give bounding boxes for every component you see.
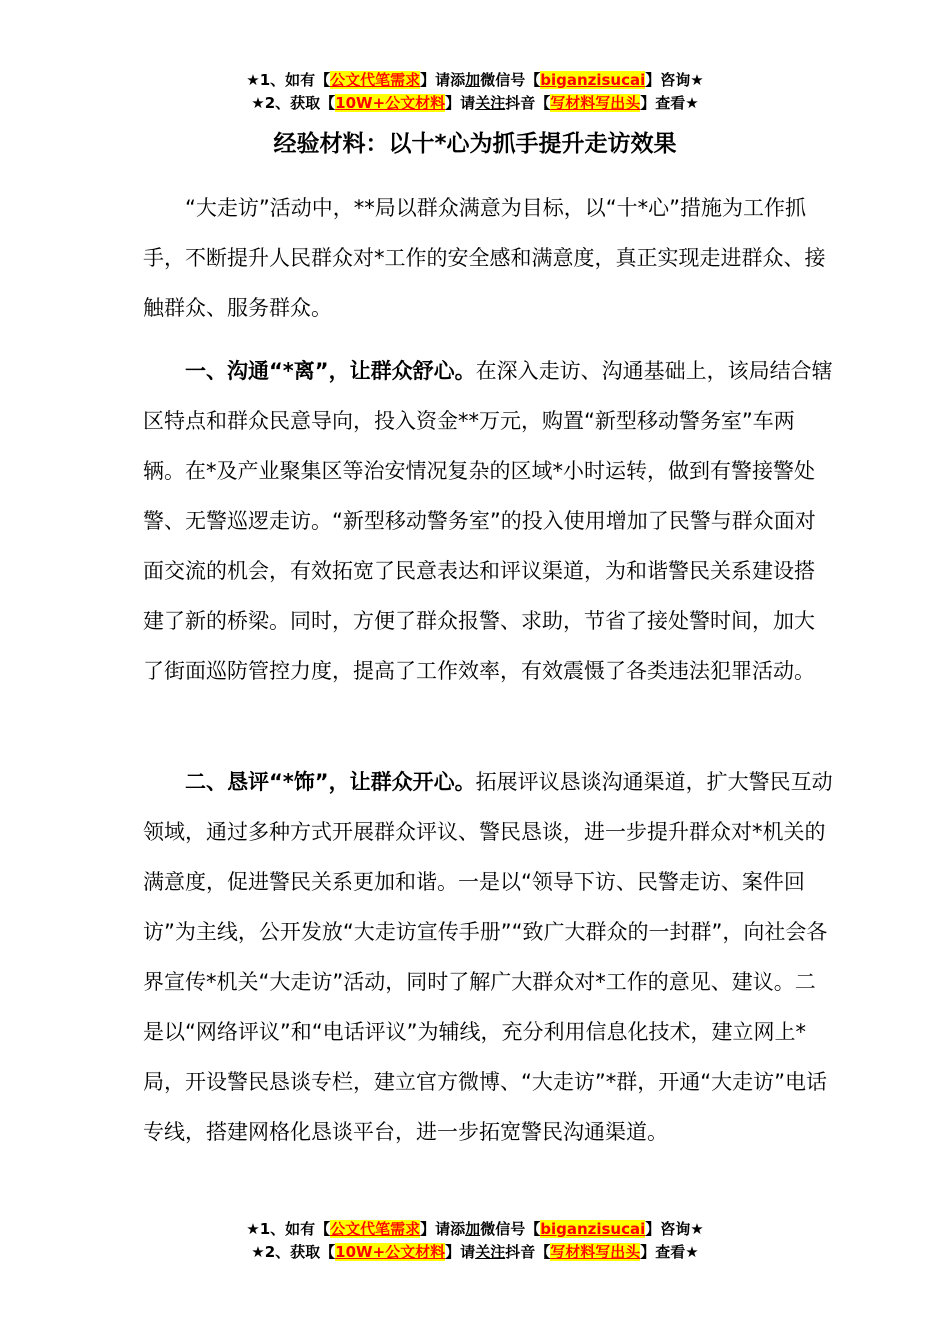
promo-text: 】请 xyxy=(445,94,476,112)
star-icon: ★ xyxy=(690,71,704,89)
promo-line-2 xyxy=(0,1241,950,1264)
promo-text: 抖音【 xyxy=(505,94,551,112)
section-heading: 二、恳评“*饰”，让群众开心。 xyxy=(185,770,476,794)
promo-text: 】请添 xyxy=(420,71,466,89)
promo-text: 】查看 xyxy=(640,94,686,112)
promo-text: 】查看 xyxy=(640,1243,686,1261)
paragraph-text: 拓展评议恳谈沟通渠道，扩大警民互动领域，通过多种方式开展群众评议、警民恳谈，进一步提升群众对*机关的满意度，促进警民关系更加和谐。一是以“领导下访、民警走访、案件回访”为主线，公开发放“大走访宣传手册”“致广大群众的一封群”，向社会各界宣传*机关“大走访”活动，同时了解广大群众对*工作的意见、建议。二是以“网络评议”和“电话评议”为辅线，充分利用信息化技术，建立网上*局，开设警民恳谈专栏，建立官方微博、“大走访”*群，开通“大走访”电话专线，搭建网格化恳谈平台，进一步拓宽警民沟通渠道。 xyxy=(143,770,833,1144)
promo-text: 2、获取【 xyxy=(264,1243,336,1261)
promo-text: 1、如有【 xyxy=(259,71,331,89)
douyin-id-highlight: 写材料写出头 xyxy=(550,94,641,112)
promo-underlined-text: 关注 xyxy=(475,94,506,112)
star-icon: ★ xyxy=(251,94,265,112)
wechat-id-highlight: biganzisucai xyxy=(540,71,646,89)
promo-highlight: 公文代笔需求 xyxy=(330,1220,421,1238)
section-heading: 一、沟通“*离”，让群众舒心。 xyxy=(185,359,476,383)
promo-banner-bottom xyxy=(0,1218,950,1264)
promo-text: 1、如有【 xyxy=(259,1220,331,1238)
star-icon: ★ xyxy=(690,1220,704,1238)
promo-text: 】咨询 xyxy=(645,1220,691,1238)
promo-text: 】请添 xyxy=(420,1220,466,1238)
douyin-id-highlight: 写材料写出头 xyxy=(550,1243,641,1261)
wechat-id-highlight: biganzisucai xyxy=(540,1220,646,1238)
promo-underlined-text: 加 xyxy=(465,1220,481,1238)
promo-banner-top xyxy=(0,69,950,115)
promo-text: 2、获取【 xyxy=(264,94,336,112)
star-icon: ★ xyxy=(246,71,260,89)
paragraph-section-2 xyxy=(143,757,833,1157)
promo-line-1 xyxy=(0,1218,950,1241)
promo-text: 】咨询 xyxy=(645,71,691,89)
paragraph-text: “大走访”活动中，**局以群众满意为目标，以“十*心”措施为工作抓手，不断提升人民群众对*工作的安全感和满意度，真正实现走进群众、接触群众、服务群众。 xyxy=(143,196,826,320)
promo-line-1 xyxy=(0,69,950,92)
star-icon: ★ xyxy=(246,1220,260,1238)
promo-highlight: 10W+公文材料 xyxy=(335,1243,446,1261)
promo-text: 】请 xyxy=(445,1243,476,1261)
promo-underlined-text: 关注 xyxy=(475,1243,506,1261)
document-title: 经验材料：以十*心为抓手提升走访效果 xyxy=(273,131,677,157)
promo-underlined-text: 加 xyxy=(465,71,481,89)
promo-line-2 xyxy=(0,92,950,115)
promo-highlight: 10W+公文材料 xyxy=(335,94,446,112)
paragraph-text: 在深入走访、沟通基础上，该局结合辖区特点和群众民意导向，投入资金**万元，购置“新型移动警务室”车两辆。在*及产业聚集区等治安情况复杂的区域*小时运转，做到有警接警处警、无警巡逻走访。“新型移动警务室”的投入使用增加了民警与群众面对面交流的机会，有效拓宽了民意表达和评议渠道，为和谐警民关系建设搭建了新的桥梁。同时，方便了群众报警、求助，节省了接处警时间，加大了街面巡防管控力度，提高了工作效率，有效震慑了各类违法犯罪活动。 xyxy=(143,359,833,683)
promo-text: 微信号【 xyxy=(480,71,541,89)
paragraph-intro xyxy=(143,183,833,333)
promo-text: 抖音【 xyxy=(505,1243,551,1261)
promo-text: 微信号【 xyxy=(480,1220,541,1238)
star-icon: ★ xyxy=(251,1243,265,1261)
promo-highlight: 公文代笔需求 xyxy=(330,71,421,89)
paragraph-section-1 xyxy=(143,346,833,696)
star-icon: ★ xyxy=(685,94,699,112)
star-icon: ★ xyxy=(685,1243,699,1261)
